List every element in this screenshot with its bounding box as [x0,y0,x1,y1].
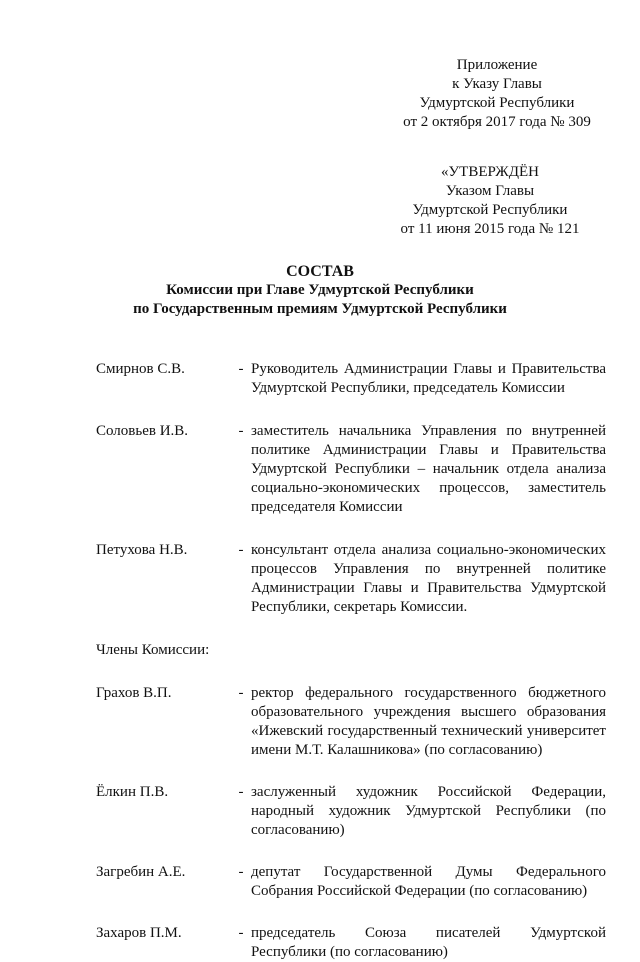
member-name: Ёлкин П.В. [96,784,169,800]
member-description: заместитель начальника Управления по внутренней политике Администрации Главы и Правительства Удмуртской Республики – начальник отдела анализа социально-экономических процессов, заместитель председателя Комиссии [251,423,606,515]
member-row [96,863,606,901]
annex-line-3: Удмуртской Республики [419,95,575,111]
document-heading [0,262,640,319]
document-subtitle-1: Комиссии при Главе Удмуртской Республики [166,282,474,298]
member-row [96,684,606,760]
approved-line-3: Удмуртской Республики [412,202,568,218]
annex-line-1: Приложение [456,57,538,73]
member-row [96,422,606,517]
approval-stamp [385,163,595,239]
member-name: Грахов В.П. [96,685,172,701]
document-subtitle-2: по Государственным премиям Удмуртской Республики [133,301,507,317]
member-dash: - [238,925,244,941]
member-description: депутат Государственной Думы Федерального Собрания Российской Федерации (по согласованию) [251,864,606,899]
approved-line-1: «УТВЕРЖДЁН [441,164,539,180]
member-description: ректор федерального государственного бюджетного образовательного учреждения высшего образования «Ижевский государственный технический университет имени М.Т. Калашникова» (по согласованию) [251,685,606,758]
member-description: председатель Союза писателей Удмуртской Республики (по согласованию) [251,925,606,960]
member-description: Руководитель Администрации Главы и Правительства Удмуртской Республики, председатель Комиссии [251,361,606,396]
member-name: Загребин А.Е. [96,864,186,880]
member-row [96,783,606,840]
member-dash: - [238,423,244,439]
member-row [96,924,606,962]
member-dash: - [238,864,244,880]
approved-line-4: от 11 июня 2015 года № 121 [400,221,580,237]
member-dash: - [238,361,244,377]
document-title: СОСТАВ [286,263,354,280]
approved-line-2: Указом Главы [445,183,535,199]
annex-line-2: к Указу Главы [452,76,542,92]
members-section-label: Члены Комиссии: [96,642,210,658]
annex-line-4: от 2 октября 2017 года № 309 [403,114,591,130]
member-name: Смирнов С.В. [96,361,185,377]
member-dash: - [238,685,244,701]
member-name: Петухова Н.В. [96,542,188,558]
member-description: консультант отдела анализа социально-экономических процессов Управления по внутренней политике Администрации Главы и Правительства Удмуртской Республики, секретарь Комиссии. [251,542,606,615]
member-row [96,541,606,617]
member-dash: - [238,784,244,800]
commission-composition [96,360,606,962]
member-description: заслуженный художник Российской Федерации, народный художник Удмуртской Республики (по согласованию) [251,784,606,838]
member-name: Захаров П.М. [96,925,182,941]
member-name: Соловьев И.В. [96,423,189,439]
member-dash: - [238,542,244,558]
annex-header [392,56,602,132]
member-row [96,360,606,398]
